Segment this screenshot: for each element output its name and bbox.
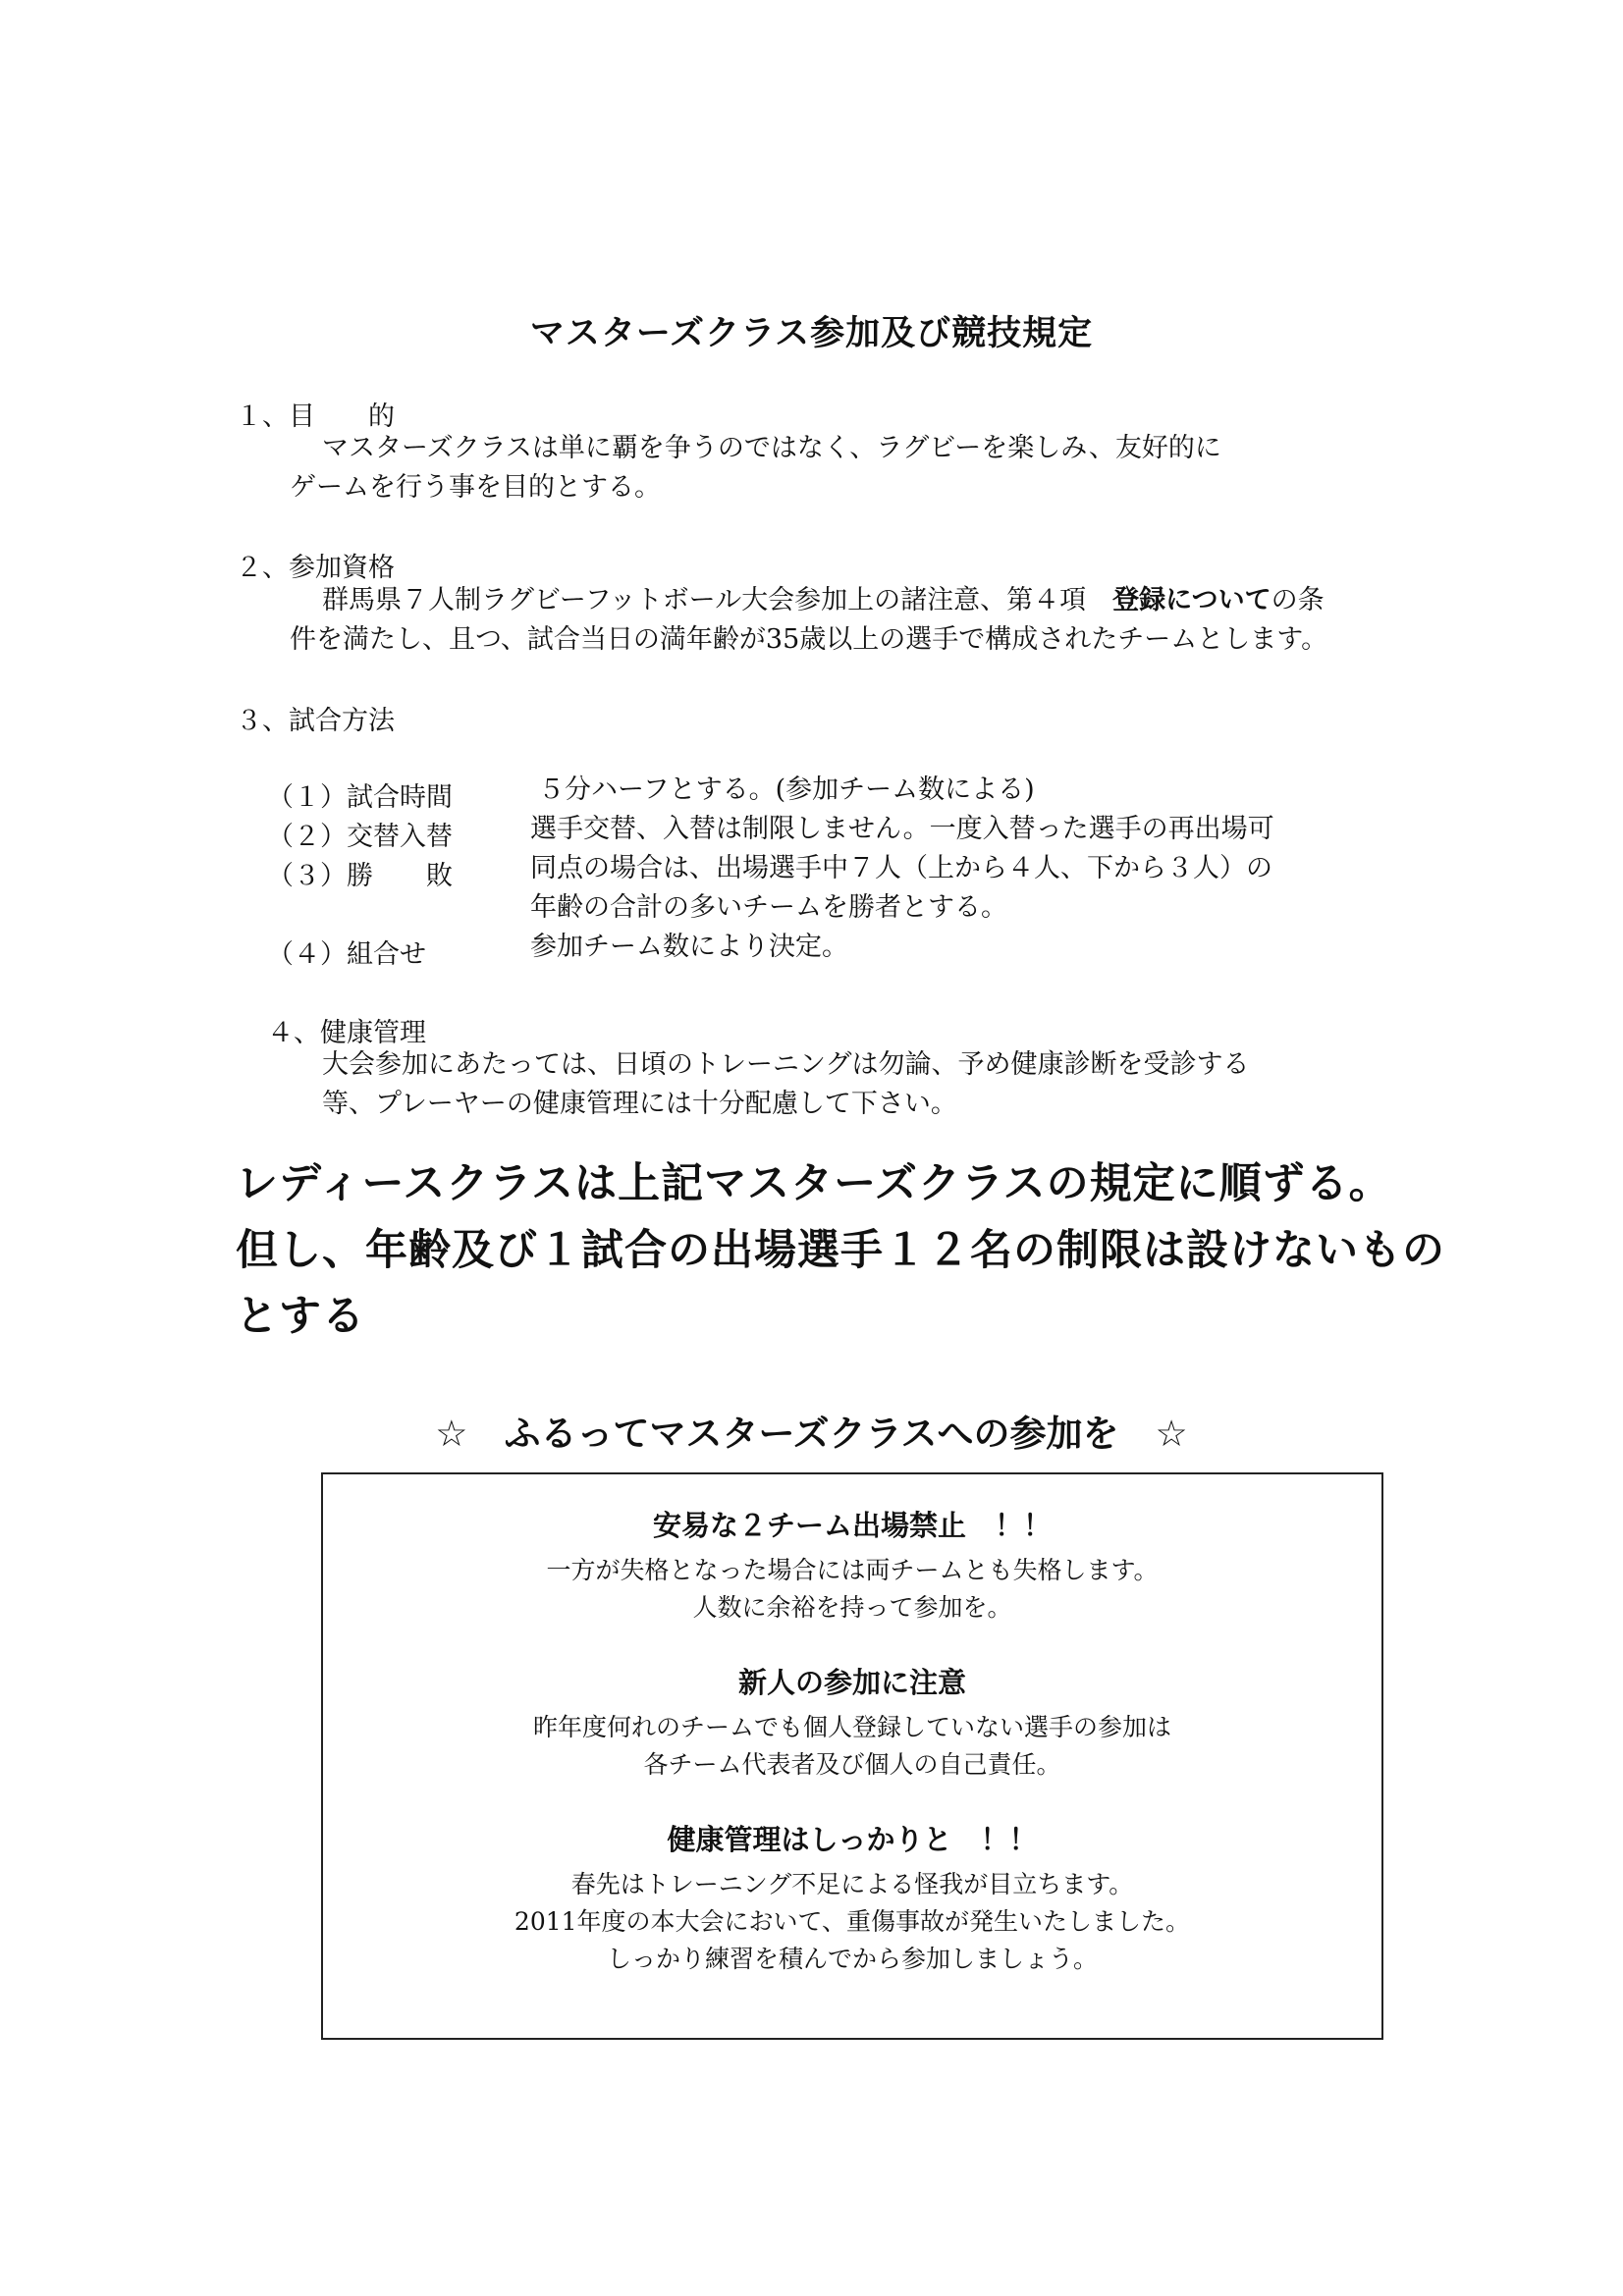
ladies-line-2: 但し、年齢及び１試合の出場選手１２名の制限は設けないもの (236, 1226, 1445, 1275)
section3-item-label: （４）組合せ (267, 939, 426, 970)
section2-line-1 (322, 581, 1325, 620)
section4-heading: ４、健康管理 (267, 1018, 426, 1048)
section3-item-label: （１）試合時間 (267, 782, 453, 813)
notice-line: しっかり練習を積んでから参加しましょう。 (606, 1945, 1098, 1973)
section2-line-1-post: の条 (1271, 585, 1325, 615)
notice-line: 一方が失格となった場合には両チームとも失格します。 (546, 1556, 1159, 1584)
section3-item-text: ５分ハーフとする。(参加チーム数による) (538, 774, 1035, 805)
section2-line-1-pre: 群馬県７人制ラグビーフットボール大会参加上の諸注意、第４項 (322, 585, 1087, 615)
section3-item-label: （２）交替入替 (267, 822, 453, 852)
section1-line-1: マスターズクラスは単に覇を争うのではなく、ラグビーを楽しみ、友好的に (322, 433, 1221, 463)
notice-head-newcomers: 新人の参加に注意 (737, 1666, 966, 1699)
section3-item-text: 選手交替、入替は制限しません。一度入替った選手の再出場可 (530, 814, 1274, 844)
page-title: マスターズクラス参加及び競技規定 (529, 314, 1094, 353)
notice-line: 2011年度の本大会において、重傷事故が発生いたしました。 (514, 1907, 1191, 1936)
notice-box (321, 1472, 1383, 2040)
section3-item-text: 年齢の合計の多いチームを勝者とする。 (530, 892, 1007, 923)
section4-line-2: 等、プレーヤーの健康管理には十分配慮して下さい。 (322, 1089, 957, 1119)
section3-item-text: 同点の場合は、出場選手中７人（上から４人、下から３人）の (530, 853, 1272, 883)
notice-line: 各チーム代表者及び個人の自己責任。 (643, 1750, 1061, 1779)
section1-heading: １、目 的 (236, 401, 395, 432)
section2-heading: ２、参加資格 (236, 553, 395, 583)
notice-head-health: 健康管理はしっかりと ！！ (667, 1823, 1038, 1856)
section1-line-2: ゲームを行う事を目的とする。 (290, 472, 661, 503)
section4-line-1: 大会参加にあたっては、日頃のトレーニングは勿論、予め健康診断を受診する (322, 1049, 1250, 1080)
section2-line-2: 件を満たし、且つ、試合当日の満年齢が35歳以上の選手で構成されたチームとします。 (290, 624, 1328, 655)
ladies-line-3: とする (236, 1292, 365, 1341)
section2-bold-registration: 登録について (1112, 585, 1271, 615)
section3-item-text: 参加チーム数により決定。 (530, 932, 848, 962)
section3-heading: ３、試合方法 (236, 706, 395, 736)
notice-line: 春先はトレーニング不足による怪我が目立ちます。 (570, 1870, 1134, 1898)
encouragement-heading: ☆ ふるってマスターズクラスへの参加を ☆ (435, 1413, 1188, 1455)
section3-item-label: （３）勝 敗 (267, 861, 453, 891)
notice-line: 昨年度何れのチームでも個人登録していない選手の参加は (532, 1713, 1171, 1741)
ladies-line-1: レディースクラスは上記マスターズクラスの規定に順ずる。 (236, 1159, 1392, 1208)
notice-line: 人数に余裕を持って参加を。 (692, 1593, 1012, 1622)
notice-head-double-entry: 安易な２チーム出場禁止 ！！ (652, 1509, 1052, 1542)
